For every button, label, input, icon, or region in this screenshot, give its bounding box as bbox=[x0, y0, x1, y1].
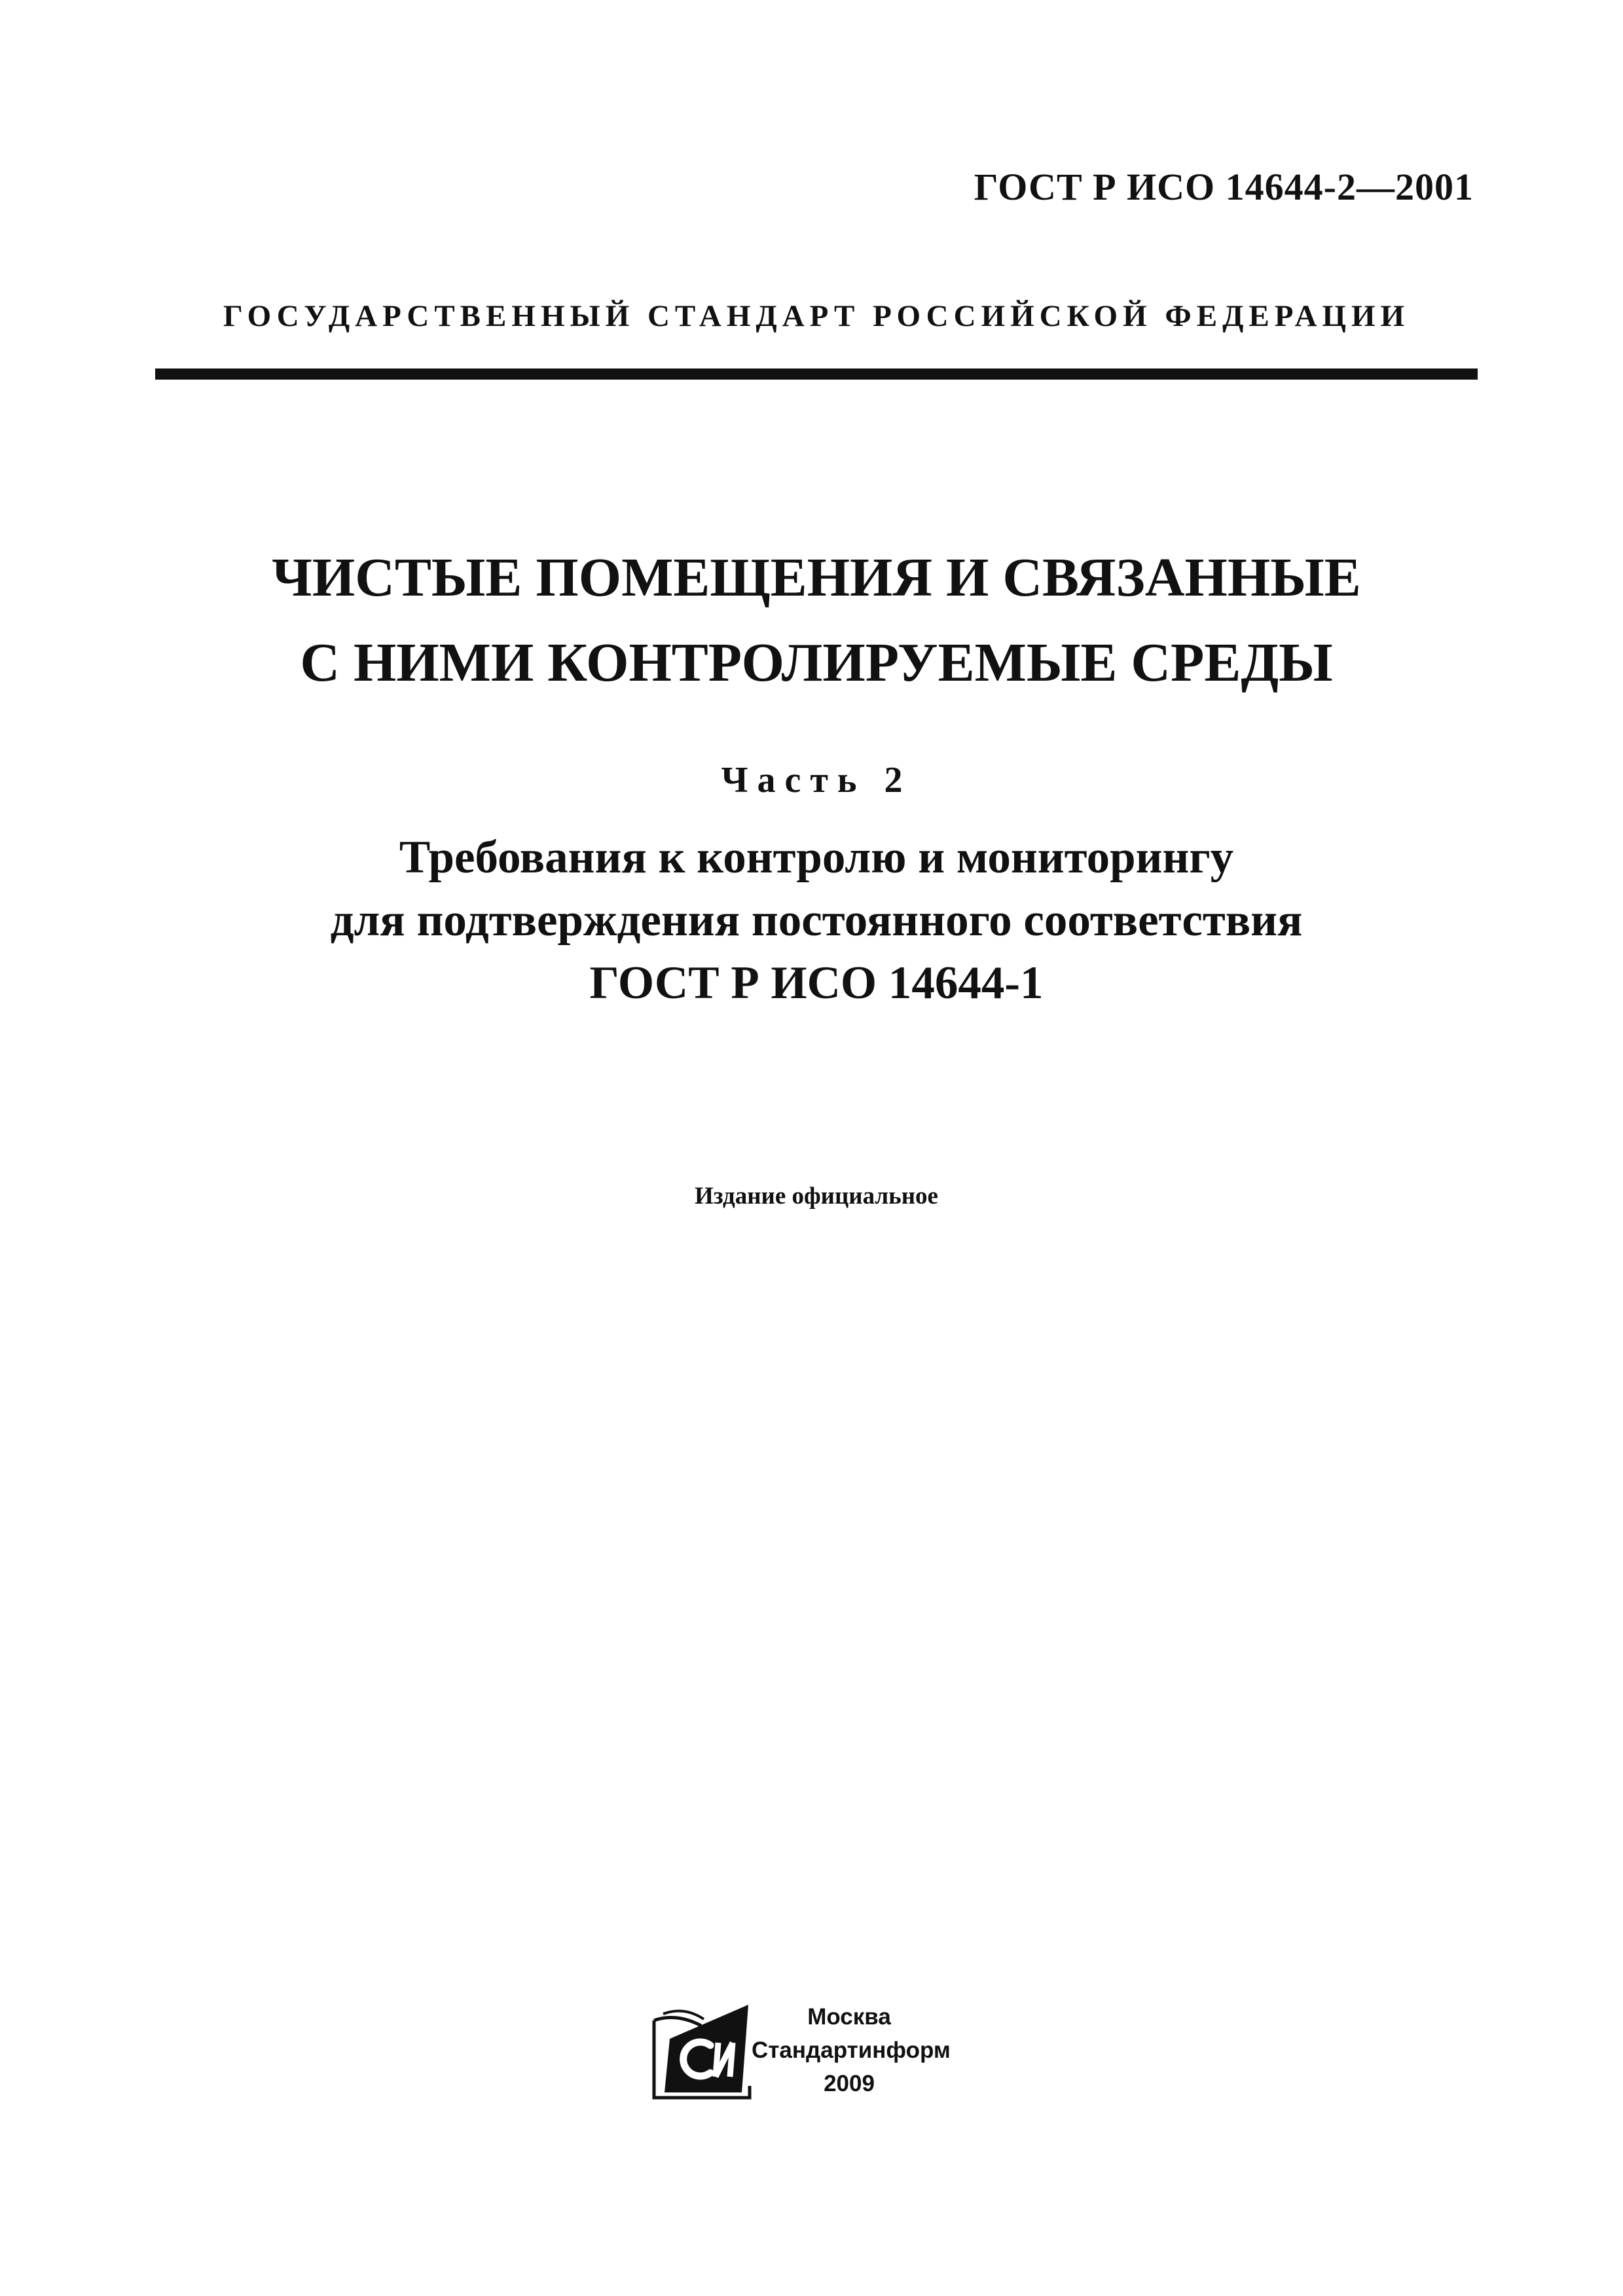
document-title bbox=[155, 535, 1478, 706]
standard-header: ГОСУДАРСТВЕННЫЙ СТАНДАРТ РОССИЙСКОЙ ФЕДЕРАЦИИ bbox=[223, 299, 1410, 333]
title-line-1: ЧИСТЫЕ ПОМЕЩЕНИЯ И СВЯЗАННЫЕ bbox=[272, 547, 1361, 608]
subtitle-line-3: ГОСТ Р ИСО 14644-1 bbox=[589, 958, 1044, 1009]
document-subtitle bbox=[155, 826, 1478, 1014]
publisher-block bbox=[752, 2000, 951, 2100]
header-rule bbox=[155, 368, 1478, 380]
part-label: Часть 2 bbox=[721, 760, 912, 800]
publisher-city: Москва bbox=[807, 2004, 891, 2030]
publication-year: 2009 bbox=[824, 2071, 875, 2096]
publisher-name: Стандартинформ bbox=[752, 2037, 951, 2063]
document-designation: ГОСТ Р ИСО 14644-2—2001 bbox=[974, 166, 1474, 208]
standartinform-logo-icon bbox=[650, 2000, 755, 2101]
subtitle-line-2: для подтверждения постоянного соответствия bbox=[330, 895, 1303, 946]
edition-note: Издание официальное bbox=[695, 1183, 938, 1210]
title-line-2: С НИМИ КОНТРОЛИРУЕМЫЕ СРЕДЫ bbox=[300, 632, 1333, 693]
subtitle-line-1: Требования к контролю и мониторингу bbox=[399, 832, 1234, 883]
